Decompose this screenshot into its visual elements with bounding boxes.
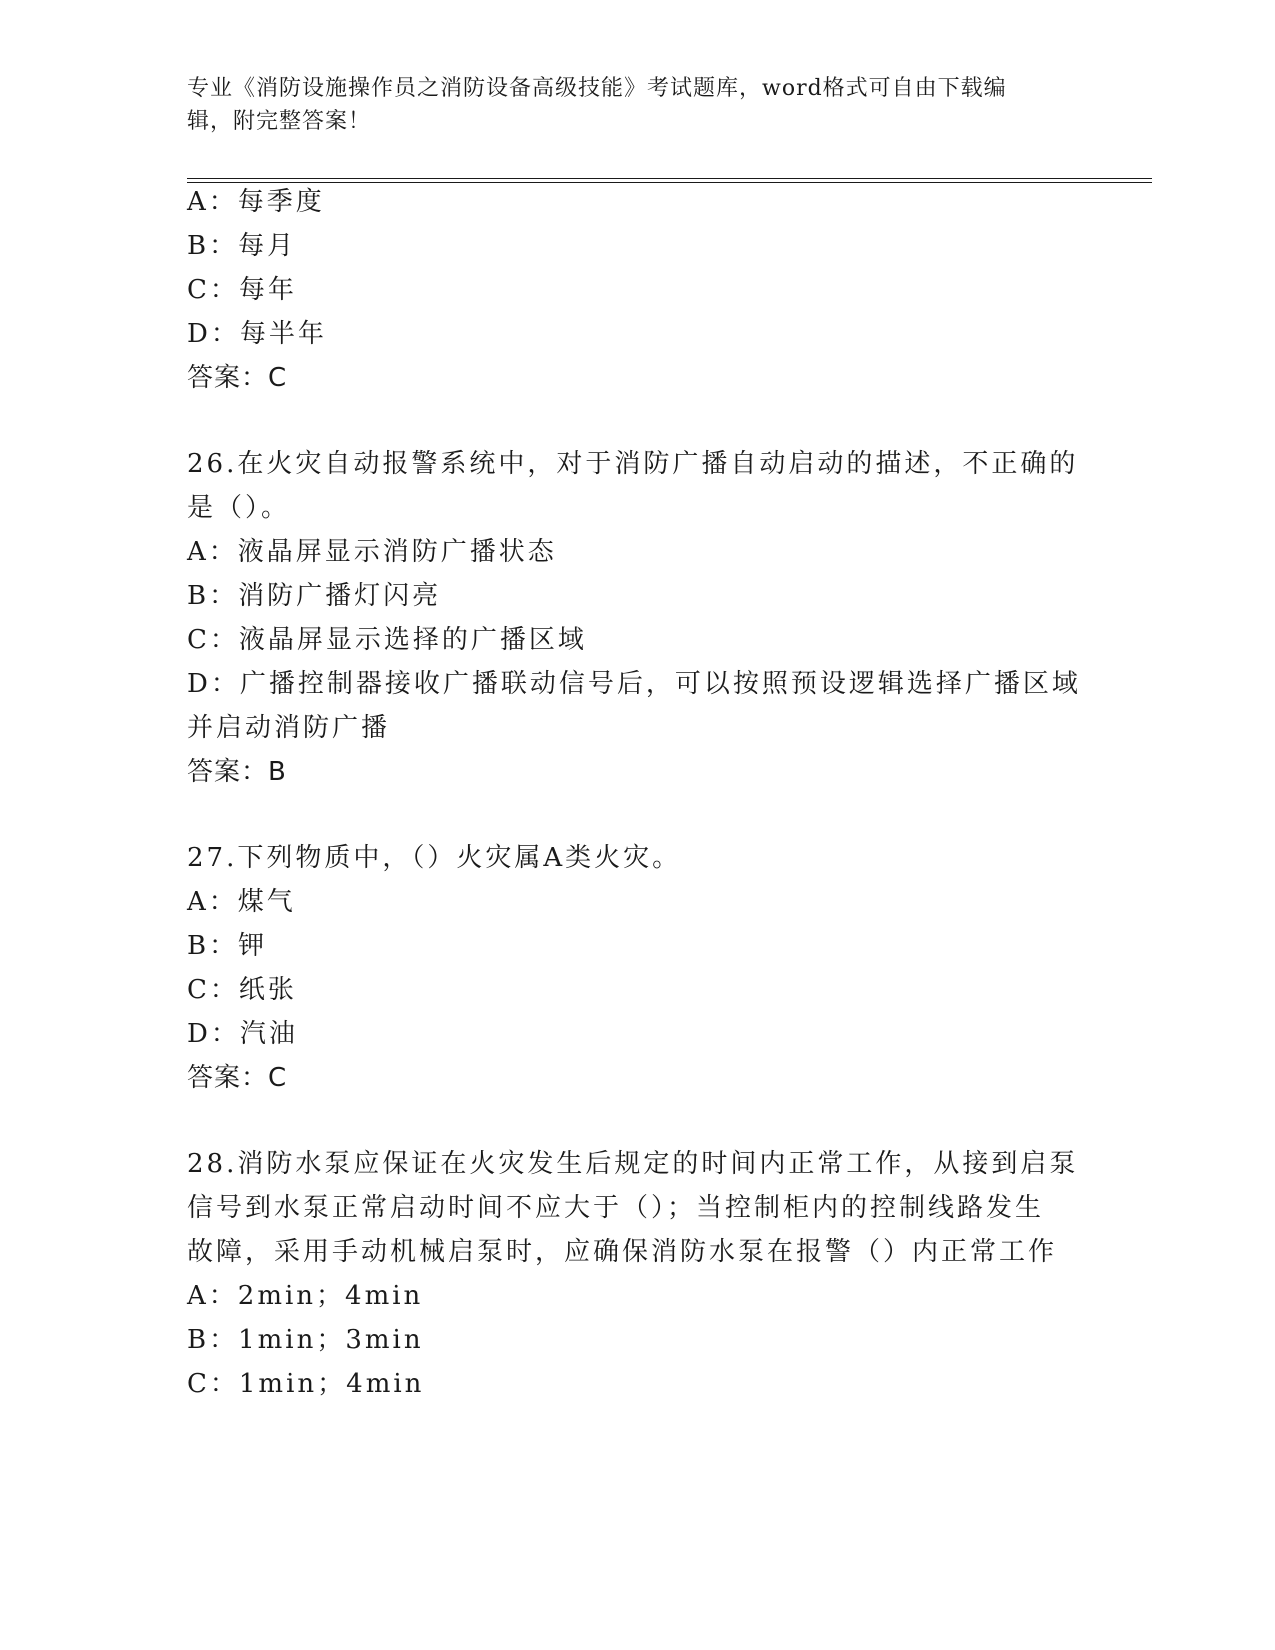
- document-header: [187, 72, 1067, 138]
- q26-option-a: A：液晶屏显示消防广播状态: [187, 537, 557, 567]
- header-line-2: 辑，附完整答案！: [187, 109, 372, 134]
- q25-option-c: C：每年: [187, 275, 297, 305]
- q25-option-a: A：每季度: [187, 187, 325, 217]
- q25-option-d: D：每半年: [187, 319, 327, 349]
- q28-option-b: B：1min；3min: [187, 1325, 424, 1355]
- q27-option-a: A：煤气: [187, 887, 296, 917]
- q26-option-b: B：消防广播灯闪亮: [187, 581, 442, 611]
- q26-option-d-continued: 并启动消防广播: [187, 713, 391, 743]
- q27-answer: 答案：C: [187, 1063, 288, 1093]
- q27-option-c: C：纸张: [187, 975, 297, 1005]
- q28-stem-line-2: 信号到水泵正常启动时间不应大于（）；当控制柜内的控制线路发生: [187, 1193, 1045, 1223]
- q26-option-d: D：广播控制器接收广播联动信号后，可以按照预设逻辑选择广播区域: [187, 669, 1081, 699]
- q28-stem-line-3: 故障，采用手动机械启泵时，应确保消防水泵在报警（）内正常工作: [187, 1237, 1058, 1267]
- q27-option-b: B：钾: [187, 931, 268, 961]
- q26-option-c: C：液晶屏显示选择的广播区域: [187, 625, 587, 655]
- q26-answer: 答案：B: [187, 757, 287, 787]
- q26-stem-line-1: 26.在火灾自动报警系统中，对于消防广播自动启动的描述，不正确的: [187, 449, 1079, 479]
- q25-answer: 答案：C: [187, 363, 288, 393]
- q27-stem-line-1: 27.下列物质中，（）火灾属A类火灾。: [187, 843, 682, 873]
- header-line-1: 专业《消防设施操作员之消防设备高级技能》考试题库，word格式可自由下载编: [187, 76, 1007, 101]
- q27-option-d: D：汽油: [187, 1019, 298, 1049]
- q28-option-c: C：1min；4min: [187, 1369, 425, 1399]
- header-divider: [187, 178, 1152, 183]
- q28-option-a: A：2min；4min: [187, 1281, 424, 1311]
- q26-stem-line-2: 是（）。: [187, 493, 291, 523]
- q25-option-b: B：每月: [187, 231, 297, 261]
- q28-stem-line-1: 28.消防水泵应保证在火灾发生后规定的时间内正常工作，从接到启泵: [187, 1149, 1079, 1179]
